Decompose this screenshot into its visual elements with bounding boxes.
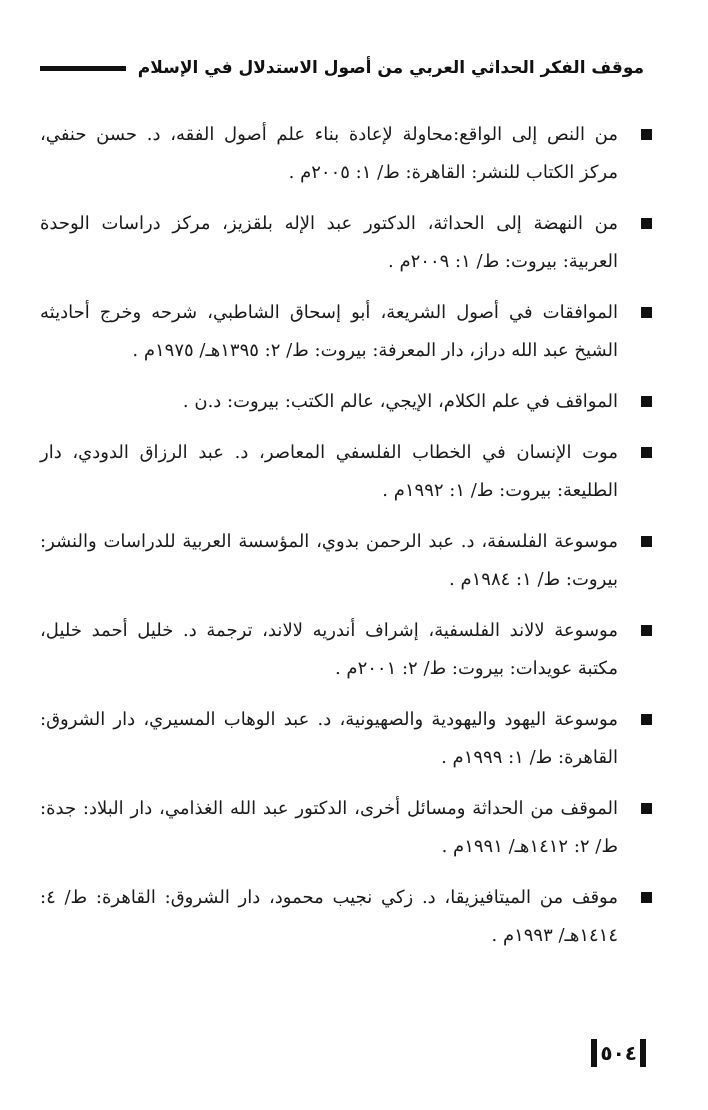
- entry-text: موسوعة اليهود واليهودية والصهيونية، د. عبد الوهاب المسيري، دار الشروق: القاهرة: ط/ ١: ١٩٩٩م .: [40, 709, 618, 768]
- entry-text: موقف من الميتافيزيقا، د. زكي نجيب محمود، دار الشروق: القاهرة: ط/ ٤: ١٤١٤هـ/ ١٩٩٣م .: [40, 887, 618, 946]
- entry-text: من النص إلى الواقع:محاولة لإعادة بناء علم أصول الفقه، د. حسن حنفي، مركز الكتاب للنشر: القاهرة: ط/ ١: ٢٠٠٥م .: [40, 124, 618, 183]
- square-bullet-icon: [641, 714, 652, 725]
- bibliography-entry: [40, 790, 618, 866]
- square-bullet-icon: [641, 129, 652, 140]
- entry-text: موت الإنسان في الخطاب الفلسفي المعاصر، د. عبد الرزاق الدودي، دار الطليعة: بيروت: ط/ ١: ١٩٩٢م .: [40, 442, 618, 501]
- square-bullet-icon: [641, 892, 652, 903]
- entry-text: من النهضة إلى الحداثة، الدكتور عبد الإله بلقزيز، مركز دراسات الوحدة العربية: بيروت: ط/ ١: ٢٠٠٩م .: [40, 213, 618, 272]
- bibliography-entry: [40, 294, 618, 370]
- bibliography-entry: [40, 205, 618, 281]
- running-header: [40, 50, 644, 86]
- running-header-title: موقف الفكر الحداثي العربي من أصول الاستدلال في الإسلام: [137, 58, 644, 78]
- bibliography-entry: [40, 523, 618, 599]
- square-bullet-icon: [641, 536, 652, 547]
- page-number: [591, 1036, 646, 1070]
- entry-text: المواقف في علم الكلام، الإيجي، عالم الكتب: بيروت: د.ن .: [182, 391, 618, 412]
- square-bullet-icon: [641, 447, 652, 458]
- bibliography-entry: [40, 879, 618, 955]
- page-number-right-bar: [640, 1039, 646, 1067]
- square-bullet-icon: [641, 396, 652, 407]
- entry-text: موسوعة الفلسفة، د. عبد الرحمن بدوي، المؤسسة العربية للدراسات والنشر: بيروت: ط/ ١: ١٩٨٤م .: [40, 531, 618, 590]
- bibliography-entry: [40, 383, 618, 421]
- square-bullet-icon: [641, 218, 652, 229]
- entry-text: الموافقات في أصول الشريعة، أبو إسحاق الشاطبي، شرحه وخرج أحاديثه الشيخ عبد الله دراز، دار المعرفة: بيروت: ط/ ٢: ١٣٩٥هـ/ ١٩٧٥م .: [40, 302, 618, 361]
- bibliography-entry: [40, 434, 618, 510]
- bibliography-entry: [40, 701, 618, 777]
- bibliography-entry: [40, 612, 618, 688]
- bibliography-entry: [40, 116, 618, 192]
- bibliography-list: [40, 116, 618, 968]
- entry-text: موسوعة لالاند الفلسفية، إشراف أندريه لالاند، ترجمة د. خليل أحمد خليل، مكتبة عويدات: بيروت: ط/ ٢: ٢٠٠١م .: [40, 620, 618, 679]
- square-bullet-icon: [641, 307, 652, 318]
- page-number-text: ٥٠٤: [600, 1041, 637, 1065]
- square-bullet-icon: [641, 625, 652, 636]
- square-bullet-icon: [641, 803, 652, 814]
- header-rule: [40, 66, 126, 71]
- entry-text: الموقف من الحداثة ومسائل أخرى، الدكتور عبد الله الغذامي، دار البلاد: جدة: ط/ ٢: ١٤١٢هـ/ ١٩٩١م .: [40, 798, 618, 857]
